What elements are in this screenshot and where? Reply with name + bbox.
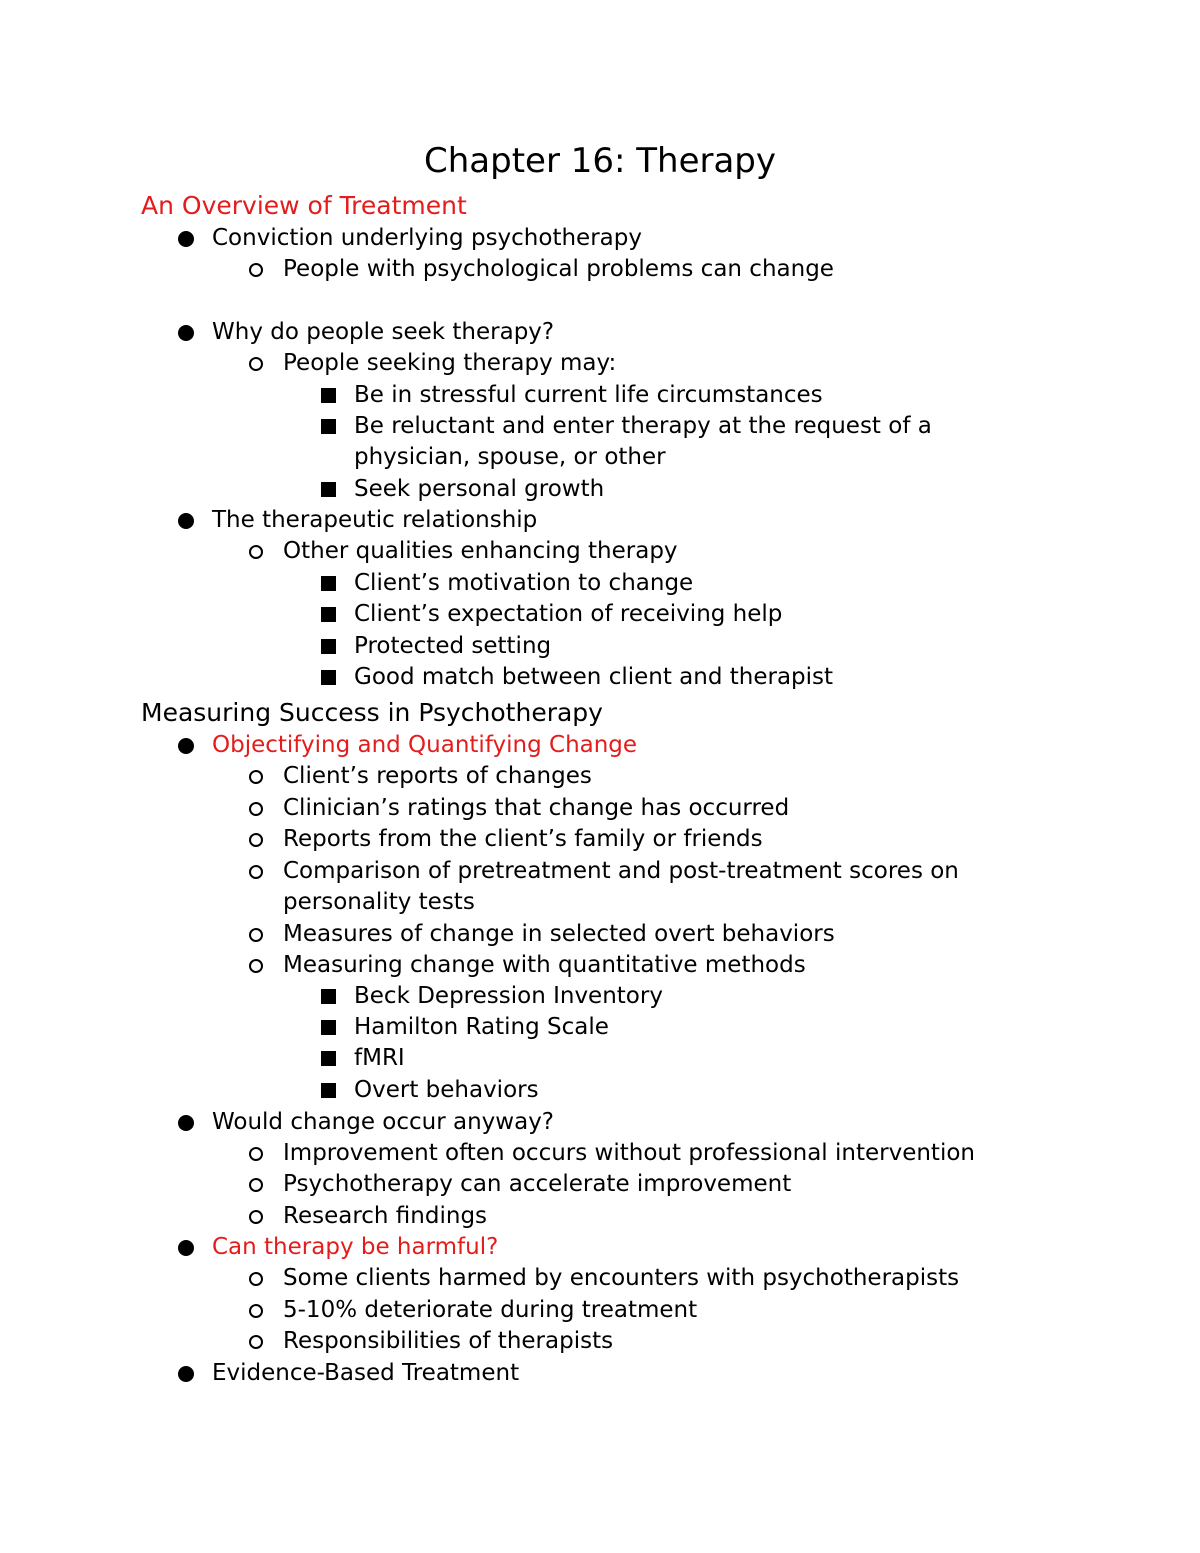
hollow-circle-bullet-icon [249, 1210, 263, 1224]
hollow-circle-bullet-icon [249, 959, 263, 973]
sub-sub-bullet-item [354, 1043, 405, 1074]
sub-bullet-item [283, 919, 835, 950]
bullet-text: fMRI [354, 1045, 405, 1071]
sub-bullet-item [283, 254, 834, 285]
hollow-circle-bullet-icon [249, 1178, 263, 1192]
sub-bullet-item [283, 950, 806, 981]
bullet-text: Reports from the client’s family or friends [283, 826, 763, 852]
sub-sub-bullet-item [354, 1075, 539, 1106]
bullet-item [212, 730, 637, 761]
sub-sub-bullet-item [354, 411, 932, 442]
bullet-text: Objectifying and Quantifying Change [212, 732, 638, 758]
sub-bullet-item [283, 1295, 697, 1326]
bullet-text: Research findings [283, 1203, 488, 1229]
hollow-circle-bullet-icon [249, 1147, 263, 1161]
bullet-item [212, 1107, 554, 1138]
hollow-circle-bullet-icon [249, 833, 263, 847]
filled-circle-bullet-icon [178, 1366, 194, 1382]
hollow-circle-bullet-icon [249, 1335, 263, 1349]
sub-bullet-item [283, 824, 763, 855]
bullet-text: Client’s reports of changes [283, 763, 592, 789]
bullet-text: Seek personal growth [354, 476, 605, 502]
hollow-circle-bullet-icon [249, 545, 263, 559]
square-bullet-icon [321, 388, 336, 403]
bullet-text: Conviction underlying psychotherapy [212, 225, 642, 251]
sub-bullet-item [283, 1138, 975, 1169]
hollow-circle-bullet-icon [249, 1272, 263, 1286]
square-bullet-icon [321, 1051, 336, 1066]
square-bullet-icon [321, 419, 336, 434]
filled-circle-bullet-icon [178, 1115, 194, 1131]
bullet-text: Client’s motivation to change [354, 570, 694, 596]
bullet-item [212, 1232, 498, 1263]
bullet-text: Measures of change in selected overt behaviors [283, 921, 835, 947]
filled-circle-bullet-icon [178, 325, 194, 341]
bullet-text: Evidence-Based Treatment [212, 1360, 520, 1386]
bullet-text: Hamilton Rating Scale [354, 1014, 609, 1040]
sub-sub-bullet-item [354, 568, 693, 599]
bullet-text: 5-10% deteriorate during treatment [283, 1297, 698, 1323]
bullet-text: Be reluctant and enter therapy at the request of a [354, 413, 932, 439]
bullet-text: Other qualities enhancing therapy [283, 538, 678, 564]
bullet-text: Beck Depression Inventory [354, 983, 663, 1009]
square-bullet-icon [321, 576, 336, 591]
square-bullet-icon [321, 639, 336, 654]
bullet-text: Clinician’s ratings that change has occurred [283, 795, 790, 821]
square-bullet-icon [321, 670, 336, 685]
square-bullet-icon [321, 482, 336, 497]
sub-sub-bullet-item [354, 599, 782, 630]
bullet-text: Psychotherapy can accelerate improvement [283, 1171, 792, 1197]
bullet-text: Can therapy be harmful? [212, 1234, 499, 1260]
square-bullet-icon [321, 607, 336, 622]
sub-sub-bullet-item [354, 474, 604, 505]
bullet-item [212, 223, 642, 254]
bullet-text: Overt behaviors [354, 1077, 539, 1103]
sub-bullet-item [283, 761, 592, 792]
bullet-text: Responsibilities of therapists [283, 1328, 614, 1354]
hollow-circle-bullet-icon [249, 357, 263, 371]
hollow-circle-bullet-icon [249, 770, 263, 784]
bullet-text: The therapeutic relationship [212, 507, 538, 533]
bullet-text: Why do people seek therapy? [212, 319, 555, 345]
bullet-text: Improvement often occurs without professional intervention [283, 1140, 975, 1166]
bullet-text: Measuring change with quantitative methods [283, 952, 806, 978]
hollow-circle-bullet-icon [249, 1304, 263, 1318]
sub-sub-bullet-item [354, 380, 823, 411]
filled-circle-bullet-icon [178, 231, 194, 247]
square-bullet-icon [321, 1020, 336, 1035]
bullet-item [212, 1358, 519, 1389]
square-bullet-icon [321, 1083, 336, 1098]
filled-circle-bullet-icon [178, 513, 194, 529]
sub-bullet-item [283, 1169, 791, 1200]
bullet-text: People seeking therapy may: [283, 350, 617, 376]
sub-sub-bullet-item [354, 662, 833, 693]
sub-bullet-item [283, 793, 789, 824]
section-heading-overview: An Overview of Treatment [141, 191, 467, 220]
hollow-circle-bullet-icon [249, 928, 263, 942]
bullet-text: Comparison of pretreatment and post-treatment scores on [283, 858, 959, 884]
sub-sub-bullet-item [354, 1012, 609, 1043]
bullet-text: Good match between client and therapist [354, 664, 834, 690]
bullet-item [212, 317, 554, 348]
sub-bullet-item [283, 1201, 487, 1232]
bullet-text: People with psychological problems can change [283, 256, 834, 282]
sub-bullet-item [283, 536, 678, 567]
bullet-continuation: physician, spouse, or other [354, 444, 666, 470]
bullet-text: Protected setting [354, 633, 552, 659]
bullet-item [212, 505, 537, 536]
hollow-circle-bullet-icon [249, 263, 263, 277]
hollow-circle-bullet-icon [249, 865, 263, 879]
sub-sub-bullet-item [354, 631, 551, 662]
filled-circle-bullet-icon [178, 1240, 194, 1256]
sub-bullet-item [283, 1263, 959, 1294]
bullet-text: Be in stressful current life circumstances [354, 382, 823, 408]
bullet-text: Some clients harmed by encounters with psychotherapists [283, 1265, 960, 1291]
sub-bullet-item [283, 1326, 613, 1357]
filled-circle-bullet-icon [178, 738, 194, 754]
square-bullet-icon [321, 989, 336, 1004]
section-heading-measuring-success: Measuring Success in Psychotherapy [141, 698, 603, 727]
sub-bullet-item [283, 856, 959, 887]
sub-sub-bullet-item [354, 981, 663, 1012]
sub-bullet-item [283, 348, 616, 379]
hollow-circle-bullet-icon [249, 802, 263, 816]
bullet-text: Would change occur anyway? [212, 1109, 555, 1135]
bullet-continuation: personality tests [283, 889, 475, 915]
page-title: Chapter 16: Therapy [423, 141, 777, 181]
bullet-text: Client’s expectation of receiving help [354, 601, 783, 627]
